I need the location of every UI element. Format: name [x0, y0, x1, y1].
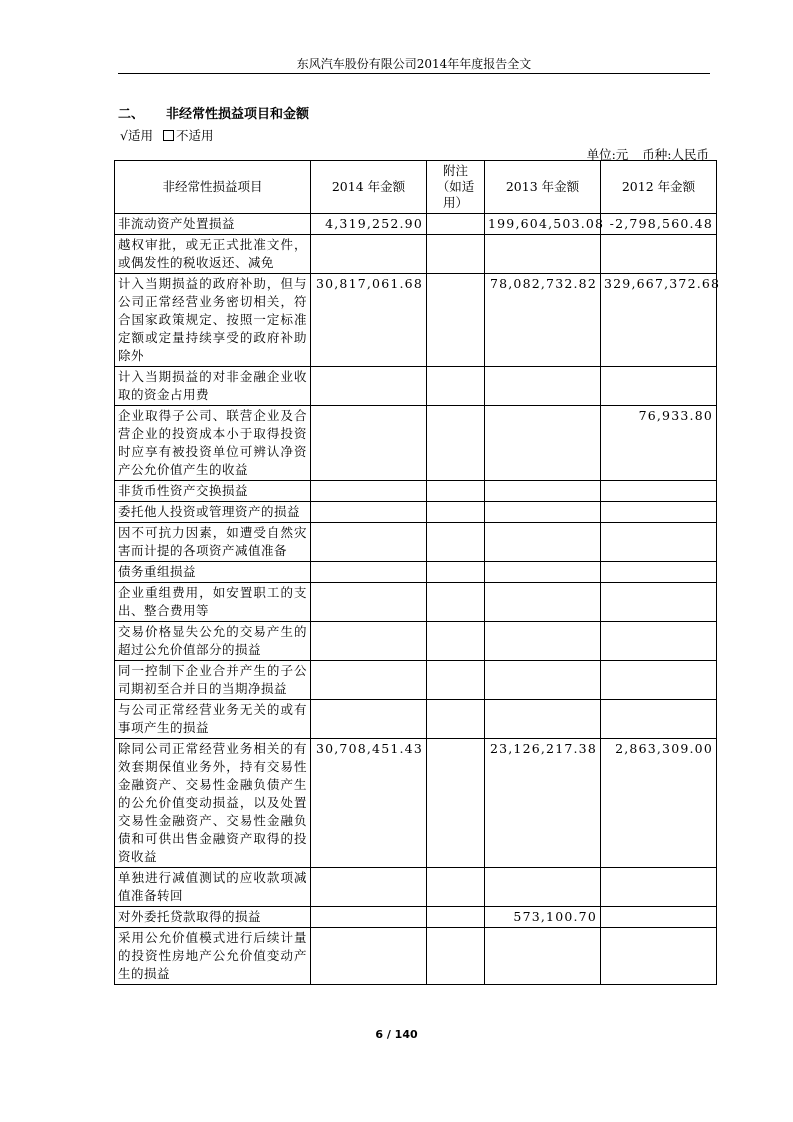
amount-2014-cell: [311, 868, 427, 907]
note-cell: [427, 274, 485, 367]
amount-2013-cell: [485, 562, 601, 583]
item-cell: 采用公允价值模式进行后续计量的投资性房地产公允价值变动产生的损益: [115, 928, 311, 985]
amount-2014-cell: [311, 235, 427, 274]
note-cell: [427, 928, 485, 985]
amount-2012-cell: [601, 928, 717, 985]
note-cell: [427, 661, 485, 700]
amount-2014-cell: [311, 406, 427, 481]
applicability-options: [120, 126, 213, 144]
table-row: [115, 622, 717, 661]
amount-2014-cell: 30,708,451.43: [311, 739, 427, 868]
amount-2014-cell: 4,319,252.90: [311, 214, 427, 235]
table-row: [115, 406, 717, 481]
table-row: [115, 562, 717, 583]
section-heading: [118, 103, 309, 122]
amount-2013-cell: 199,604,503.08: [485, 214, 601, 235]
amount-2013-cell: 23,126,217.38: [485, 739, 601, 868]
item-cell: 企业重组费用，如安置职工的支出、整合费用等: [115, 583, 311, 622]
amount-2013-cell: [485, 700, 601, 739]
table-row: [115, 868, 717, 907]
section-number: 二、: [118, 107, 145, 122]
note-cell: [427, 367, 485, 406]
note-cell: [427, 235, 485, 274]
report-header-title: 东风汽车股份有限公司2014年年度报告全文: [296, 57, 532, 71]
note-cell: [427, 406, 485, 481]
applicable-option: √适用: [120, 128, 153, 143]
item-cell: 与公司正常经营业务无关的或有事项产生的损益: [115, 700, 311, 739]
item-cell: 非流动资产处置损益: [115, 214, 311, 235]
amount-2013-cell: [485, 868, 601, 907]
amount-2013-cell: [485, 502, 601, 523]
amount-2012-cell: [601, 622, 717, 661]
item-cell: 因不可抗力因素，如遭受自然灾害而计提的各项资产减值准备: [115, 523, 311, 562]
note-cell: [427, 523, 485, 562]
amount-2013-cell: [485, 367, 601, 406]
amount-2012-cell: [601, 700, 717, 739]
note-cell: [427, 700, 485, 739]
table-row: [115, 214, 717, 235]
amount-2014-cell: [311, 907, 427, 928]
section-title: 非经常性损益项目和金额: [166, 107, 310, 122]
amount-2014-cell: [311, 367, 427, 406]
table-row: [115, 907, 717, 928]
amount-2014-cell: [311, 700, 427, 739]
header-2013: 2013 年金额: [485, 161, 601, 214]
item-cell: 计入当期损益的政府补助，但与公司正常经营业务密切相关，符合国家政策规定、按照一定标准定额或定量持续享受的政府补助除外: [115, 274, 311, 367]
amount-2013-cell: [485, 661, 601, 700]
note-cell: [427, 907, 485, 928]
amount-2012-cell: [601, 868, 717, 907]
amount-2012-cell: [601, 367, 717, 406]
amount-2012-cell: 76,933.80: [601, 406, 717, 481]
not-applicable-checkbox: [163, 130, 174, 141]
table-row: [115, 481, 717, 502]
table-row: [115, 235, 717, 274]
note-cell: [427, 622, 485, 661]
item-cell: 除同公司正常经营业务相关的有效套期保值业务外，持有交易性金融资产、交易性金融负债产生的公允价值变动损益，以及处置交易性金融资产、交易性金融负债和可供出售金融资产取得的投资收益: [115, 739, 311, 868]
amount-2012-cell: [601, 562, 717, 583]
amount-2014-cell: [311, 661, 427, 700]
amount-2012-cell: [601, 235, 717, 274]
amount-2012-cell: [601, 502, 717, 523]
currency-label: 币种:人民币: [642, 147, 709, 162]
amount-2012-cell: [601, 907, 717, 928]
amount-2014-cell: [311, 481, 427, 502]
table-row: [115, 700, 717, 739]
amount-2013-cell: [485, 406, 601, 481]
not-applicable-label: 不适用: [175, 128, 214, 143]
non-recurring-items-table: [114, 160, 721, 985]
table-row: [115, 502, 717, 523]
amount-2013-cell: [485, 523, 601, 562]
note-cell: [427, 868, 485, 907]
item-cell: 交易价格显失公允的交易产生的超过公允价值部分的损益: [115, 622, 311, 661]
table-row: [115, 739, 717, 868]
note-cell: [427, 481, 485, 502]
note-cell: [427, 739, 485, 868]
amount-2014-cell: 30,817,061.68: [311, 274, 427, 367]
amount-2013-cell: [485, 928, 601, 985]
item-cell: 单独进行减值测试的应收款项减值准备转回: [115, 868, 311, 907]
amount-2014-cell: [311, 523, 427, 562]
item-cell: 委托他人投资或管理资产的损益: [115, 502, 311, 523]
item-cell: 同一控制下企业合并产生的子公司期初至合并日的当期净损益: [115, 661, 311, 700]
amount-2014-cell: [311, 583, 427, 622]
item-cell: 计入当期损益的对非金融企业收取的资金占用费: [115, 367, 311, 406]
note-cell: [427, 502, 485, 523]
amount-2013-cell: [485, 481, 601, 502]
header-note: 附注 （如适 用）: [427, 161, 485, 214]
unit-label: 单位:元: [586, 147, 629, 162]
amount-2012-cell: [601, 481, 717, 502]
amount-2013-cell: 78,082,732.82: [485, 274, 601, 367]
amount-2012-cell: 2,863,309.00: [601, 739, 717, 868]
amount-2012-cell: [601, 583, 717, 622]
header-2012: 2012 年金额: [601, 161, 717, 214]
amount-2013-cell: [485, 235, 601, 274]
table-row: [115, 523, 717, 562]
table-row: [115, 928, 717, 985]
item-cell: 越权审批，或无正式批准文件，或偶发性的税收返还、减免: [115, 235, 311, 274]
amount-2012-cell: [601, 661, 717, 700]
note-cell: [427, 583, 485, 622]
amount-2013-cell: [485, 583, 601, 622]
item-cell: 对外委托贷款取得的损益: [115, 907, 311, 928]
amount-2014-cell: [311, 622, 427, 661]
table-row: [115, 661, 717, 700]
table-row: [115, 274, 717, 367]
amount-2014-cell: [311, 928, 427, 985]
table-row: [115, 583, 717, 622]
item-cell: 企业取得子公司、联营企业及合营企业的投资成本小于取得投资时应享有被投资单位可辨认净资产公允价值产生的收益: [115, 406, 311, 481]
table-row: [115, 367, 717, 406]
table-header-row: [115, 161, 717, 214]
amount-2012-cell: -2,798,560.48: [601, 214, 717, 235]
note-cell: [427, 562, 485, 583]
page-number: 6 / 140: [375, 1028, 418, 1041]
note-cell: [427, 214, 485, 235]
item-cell: 非货币性资产交换损益: [115, 481, 311, 502]
header-2014: 2014 年金额: [311, 161, 427, 214]
item-cell: 债务重组损益: [115, 562, 311, 583]
header-item: 非经常性损益项目: [115, 161, 311, 214]
amount-2012-cell: 329,667,372.68: [601, 274, 717, 367]
amount-2014-cell: [311, 502, 427, 523]
amount-2012-cell: [601, 523, 717, 562]
amount-2013-cell: [485, 622, 601, 661]
header-divider: [118, 73, 710, 74]
amount-2013-cell: 573,100.70: [485, 907, 601, 928]
amount-2014-cell: [311, 562, 427, 583]
